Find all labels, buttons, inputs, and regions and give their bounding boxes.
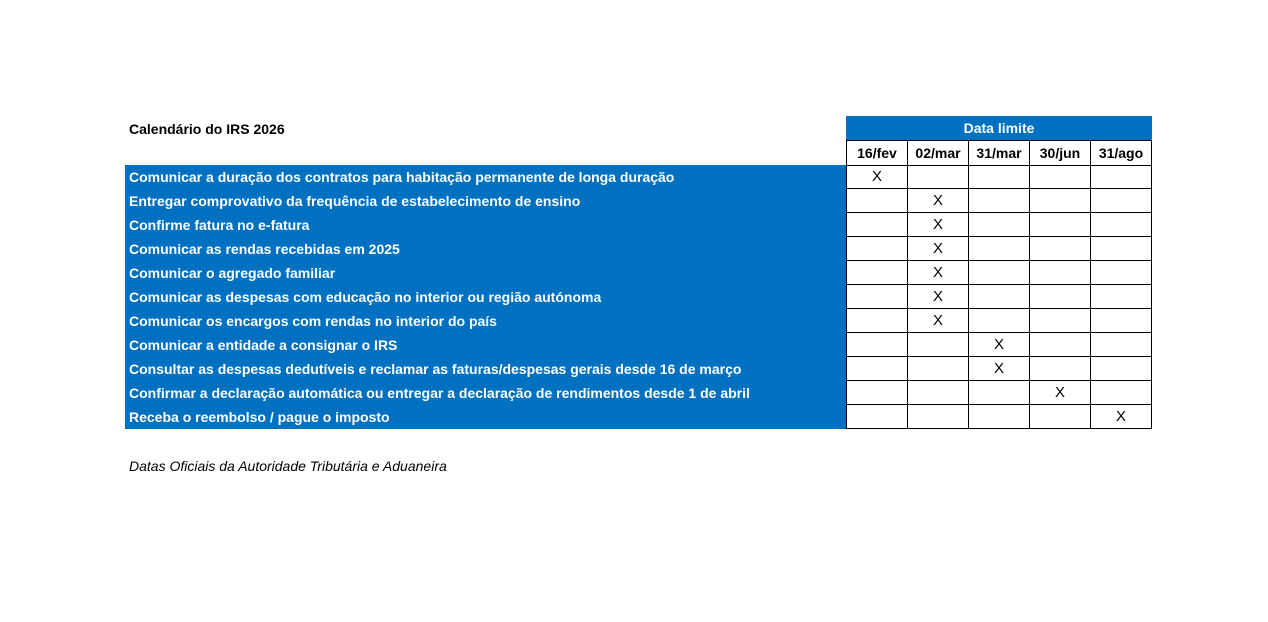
deadline-mark-cell	[1030, 357, 1091, 381]
deadline-mark-cell	[908, 405, 969, 429]
deadline-mark-cell	[1030, 165, 1091, 189]
task-label: Comunicar as despesas com educação no interior ou região autónoma	[125, 285, 846, 309]
deadline-mark-cell	[1091, 309, 1152, 333]
task-label: Comunicar as rendas recebidas em 2025	[125, 237, 846, 261]
date-header-row	[846, 140, 1152, 165]
deadline-mark-cell	[1091, 285, 1152, 309]
deadline-mark-cell	[1091, 357, 1152, 381]
task-marks	[846, 381, 1152, 405]
task-label: Confirme fatura no e-fatura	[125, 213, 846, 237]
deadline-mark-cell: X	[1030, 381, 1091, 405]
deadline-mark-cell: X	[908, 237, 969, 261]
deadline-mark-cell	[969, 189, 1030, 213]
deadline-mark-cell	[847, 237, 908, 261]
deadline-mark-cell	[1091, 261, 1152, 285]
date-header-cell: 30/jun	[1030, 141, 1091, 165]
deadline-mark-cell: X	[908, 189, 969, 213]
table-row	[125, 333, 1152, 357]
deadline-mark-cell	[1091, 165, 1152, 189]
deadline-mark-cell	[1030, 237, 1091, 261]
deadline-mark-cell	[1091, 213, 1152, 237]
task-marks	[846, 405, 1152, 429]
deadline-mark-cell	[847, 333, 908, 357]
deadline-mark-cell: X	[908, 261, 969, 285]
table-row	[125, 357, 1152, 381]
deadline-mark-cell	[969, 285, 1030, 309]
task-label: Comunicar o agregado familiar	[125, 261, 846, 285]
table-row	[125, 381, 1152, 405]
deadline-mark-cell	[847, 285, 908, 309]
deadline-mark-cell	[1030, 189, 1091, 213]
table-row	[125, 309, 1152, 333]
task-marks	[846, 357, 1152, 381]
table-row	[125, 213, 1152, 237]
date-header-cell: 16/fev	[847, 141, 908, 165]
table-row	[125, 261, 1152, 285]
deadline-mark-cell	[1030, 333, 1091, 357]
task-marks	[846, 165, 1152, 189]
date-header-cell: 31/ago	[1091, 141, 1152, 165]
deadline-mark-cell	[1030, 309, 1091, 333]
source-footnote: Datas Oficiais da Autoridade Tributária e Aduaneira	[129, 458, 447, 474]
table-row	[125, 285, 1152, 309]
deadline-mark-cell	[1091, 333, 1152, 357]
table-row	[125, 405, 1152, 429]
table-row	[125, 165, 1152, 189]
task-marks	[846, 261, 1152, 285]
task-marks	[846, 309, 1152, 333]
deadline-mark-cell: X	[969, 357, 1030, 381]
deadline-mark-cell: X	[1091, 405, 1152, 429]
deadline-mark-cell	[1030, 261, 1091, 285]
deadline-mark-cell	[1091, 237, 1152, 261]
deadline-mark-cell	[969, 237, 1030, 261]
deadline-mark-cell	[969, 309, 1030, 333]
table-row	[125, 189, 1152, 213]
date-limit-header: Data limite	[846, 116, 1152, 140]
deadline-mark-cell	[969, 213, 1030, 237]
deadline-mark-cell	[1091, 381, 1152, 405]
task-label: Comunicar a entidade a consignar o IRS	[125, 333, 846, 357]
task-marks	[846, 213, 1152, 237]
deadline-mark-cell: X	[969, 333, 1030, 357]
deadline-mark-cell	[847, 309, 908, 333]
deadline-mark-cell: X	[847, 165, 908, 189]
deadline-mark-cell	[847, 261, 908, 285]
deadline-mark-cell	[1030, 213, 1091, 237]
task-marks	[846, 189, 1152, 213]
deadline-mark-cell	[969, 261, 1030, 285]
date-header-cell: 31/mar	[969, 141, 1030, 165]
task-label: Confirmar a declaração automática ou entregar a declaração de rendimentos desde 1 de abril	[125, 381, 846, 405]
deadline-mark-cell: X	[908, 285, 969, 309]
deadline-mark-cell	[969, 405, 1030, 429]
deadline-mark-cell	[847, 405, 908, 429]
page-title: Calendário do IRS 2026	[129, 121, 285, 137]
deadline-mark-cell: X	[908, 213, 969, 237]
task-marks	[846, 333, 1152, 357]
task-marks	[846, 285, 1152, 309]
task-label: Entregar comprovativo da frequência de estabelecimento de ensino	[125, 189, 846, 213]
task-label: Consultar as despesas dedutíveis e reclamar as faturas/despesas gerais desde 16 de março	[125, 357, 846, 381]
deadline-mark-cell	[908, 357, 969, 381]
date-header-cell: 02/mar	[908, 141, 969, 165]
task-label: Comunicar os encargos com rendas no interior do país	[125, 309, 846, 333]
task-marks	[846, 237, 1152, 261]
deadline-mark-cell	[1030, 285, 1091, 309]
task-label: Comunicar a duração dos contratos para habitação permanente de longa duração	[125, 165, 846, 189]
deadline-mark-cell	[908, 333, 969, 357]
deadline-mark-cell	[847, 357, 908, 381]
deadline-mark-cell	[847, 189, 908, 213]
task-label: Receba o reembolso / pague o imposto	[125, 405, 846, 429]
deadline-mark-cell	[969, 165, 1030, 189]
deadline-mark-cell	[847, 213, 908, 237]
deadline-mark-cell: X	[908, 309, 969, 333]
table-row	[125, 237, 1152, 261]
deadline-mark-cell	[908, 165, 969, 189]
deadline-mark-cell	[908, 381, 969, 405]
deadline-mark-cell	[969, 381, 1030, 405]
deadline-mark-cell	[1030, 405, 1091, 429]
deadline-mark-cell	[1091, 189, 1152, 213]
deadline-mark-cell	[847, 381, 908, 405]
task-table	[125, 165, 1152, 429]
